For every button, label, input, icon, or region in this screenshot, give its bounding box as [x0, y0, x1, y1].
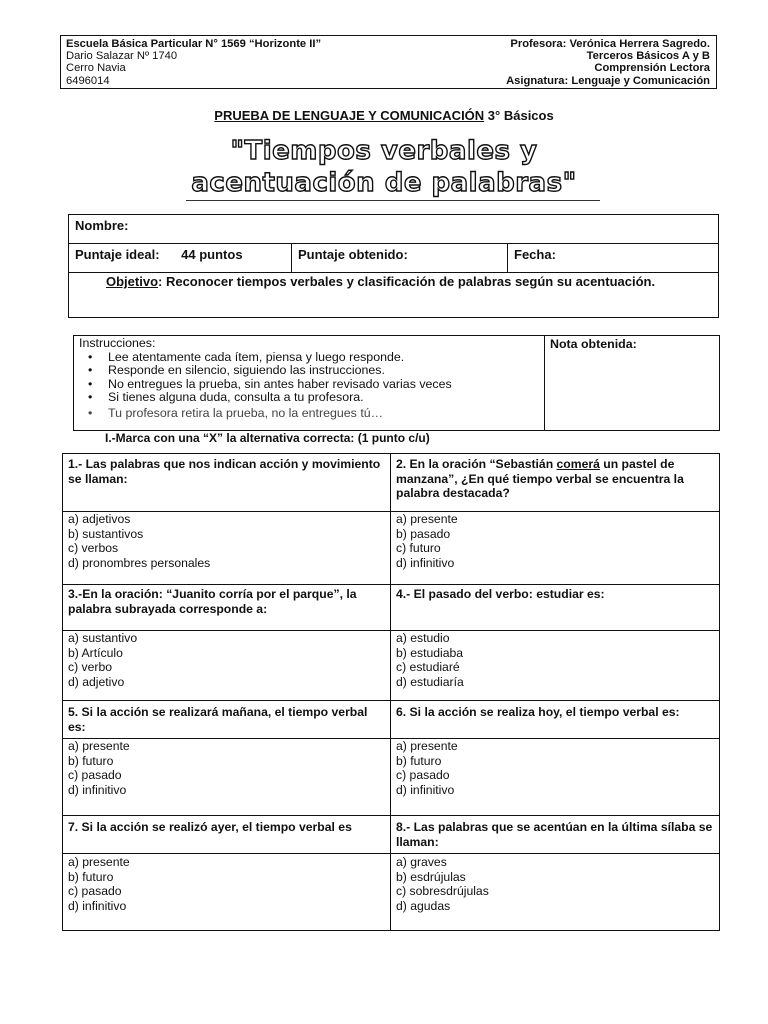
school-address: Dario Salazar Nº 1740 [66, 50, 178, 63]
ideal-score-label: Puntaje ideal: [75, 247, 160, 262]
option[interactable]: a) presente [68, 739, 130, 753]
obtained-score-field[interactable] [291, 244, 507, 273]
name-field[interactable] [69, 215, 718, 244]
instruction-item: • Responde en silencio, siguiendo las instrucciones. [108, 364, 539, 378]
instructions-list [79, 351, 539, 421]
option[interactable]: b) futuro [68, 753, 114, 768]
date-field[interactable] [507, 244, 719, 273]
option[interactable]: d) infinitivo [68, 782, 127, 797]
instruction-item: • Lee atentamente cada ítem, piensa y luego responde. [108, 351, 539, 365]
school-commune: Cerro Navia [66, 62, 126, 75]
question-7: 7. Si la acción se realizó ayer, el tiempo verbal es [68, 820, 352, 834]
obtained-score-label: Puntaje obtenido: [298, 247, 408, 262]
course-groups: Terceros Básicos A y B [586, 50, 710, 63]
exam-subtitle-line-2: acentuación de palabras" [191, 168, 577, 198]
student-info-table [68, 214, 719, 273]
objective-box [68, 272, 719, 318]
option[interactable]: c) verbos [68, 541, 119, 556]
instructions-title: Instrucciones: [79, 336, 156, 350]
school-header [60, 35, 717, 89]
school-phone: 6496014 [66, 74, 110, 87]
option[interactable]: a) presente [396, 739, 458, 753]
course-area: Comprensión Lectora [594, 62, 710, 75]
question-6-options [391, 736, 721, 800]
option[interactable]: d) infinitivo [68, 898, 127, 913]
name-label: Nombre: [75, 218, 129, 233]
question-6: 6. Si la acción se realiza hoy, el tiempo verbal es: [396, 705, 680, 719]
row-divider [63, 700, 719, 701]
option[interactable]: c) futuro [396, 541, 441, 556]
grade-label: Nota obtenida: [550, 337, 637, 351]
question-3: 3.-En la oración: “Juanito corría por el parque”, la palabra subrayada corresponde a: [68, 587, 357, 616]
option[interactable]: d) pronombres personales [68, 555, 211, 570]
instruction-item: • Si tienes alguna duda, consulta a tu profesora. [108, 391, 539, 405]
option[interactable]: c) pasado [68, 768, 122, 783]
question-2-text-end: un pastel de manzana”, ¿En qué tiempo verbal se encuentra la palabra destacada? [396, 457, 684, 501]
title-underline [186, 200, 600, 201]
option[interactable]: b) estudiaba [396, 645, 464, 660]
exam-title-text: PRUEBA DE LENGUAJE Y COMUNICACIÓN [214, 108, 485, 123]
instruction-item: • Tu profesora retira la prueba, no la entregues tú… [108, 407, 539, 421]
school-info [66, 38, 321, 87]
question-1-options [63, 509, 390, 573]
option[interactable]: a) adjetivos [68, 512, 131, 526]
question-5: 5. Si la acción se realizará mañana, el tiempo verbal es: [68, 705, 368, 734]
option[interactable]: a) sustantivo [68, 631, 138, 645]
objective-text: : Reconocer tiempos verbales y clasificación de palabras según su acentuación. [158, 274, 656, 289]
option[interactable]: a) graves [396, 855, 447, 869]
exam-title [0, 108, 768, 123]
question-3-options [63, 628, 390, 692]
option[interactable]: d) adjetivo [68, 674, 125, 689]
question-7-options [63, 852, 390, 916]
section-instructions: I.-Marca con una “X” la alternativa correcta: (1 punto c/u) [105, 431, 430, 445]
course-subject: Asignatura: Lenguaje y Comunicación [506, 74, 710, 87]
question-1: 1.- Las palabras que nos indican acción y movimiento se llaman: [68, 457, 381, 486]
option[interactable]: d) estudiaría [396, 674, 464, 689]
option[interactable]: b) futuro [396, 753, 442, 768]
exam-subtitle-line-1: "Tiempos verbales y [230, 136, 538, 166]
option[interactable]: c) pasado [68, 884, 122, 899]
question-2-highlighted-word: comerá [556, 457, 600, 471]
option[interactable]: b) sustantivos [68, 526, 144, 541]
ideal-score-value: 44 puntos [181, 247, 243, 262]
score-row [69, 244, 718, 273]
row-divider [63, 815, 719, 816]
option[interactable]: b) esdrújulas [396, 869, 466, 884]
option[interactable]: b) Artículo [68, 645, 123, 660]
school-name: Escuela Básica Particular N° 1569 “Horizonte II” [66, 38, 322, 50]
question-2-text-start: 2. En la oración “Sebastián [396, 457, 557, 471]
option[interactable]: a) presente [68, 855, 130, 869]
teacher-name: Profesora: Verónica Herrera Sagredo. [510, 38, 710, 50]
instructions-panel [74, 336, 544, 430]
option[interactable]: b) pasado [396, 526, 451, 541]
option[interactable]: d) agudas [396, 898, 451, 913]
option[interactable]: c) estudiaré [396, 660, 460, 675]
instructions-box [73, 335, 720, 431]
option[interactable]: d) infinitivo [396, 782, 455, 797]
question-4: 4.- El pasado del verbo: estudiar es: [396, 587, 605, 601]
question-8: 8.- Las palabras que se acentúan en la última sílaba se llaman: [396, 820, 713, 849]
instruction-item: • No entregues la prueba, sin antes haber revisado varias veces [108, 378, 539, 392]
option[interactable]: c) pasado [396, 768, 450, 783]
objective-label: Objetivo [106, 274, 159, 289]
question-2 [391, 454, 721, 504]
question-8-options [391, 852, 721, 916]
grade-field[interactable] [544, 336, 719, 430]
option[interactable]: c) sobresdrújulas [396, 884, 489, 899]
question-2-options [391, 509, 721, 573]
option[interactable]: c) verbo [68, 660, 113, 675]
question-4-options [391, 628, 721, 692]
exam-grade: 3° Básicos [484, 108, 554, 123]
option[interactable]: d) infinitivo [396, 555, 455, 570]
question-5-options [63, 736, 390, 800]
date-label: Fecha: [514, 247, 556, 262]
option[interactable]: a) presente [396, 512, 458, 526]
option[interactable]: b) futuro [68, 869, 114, 884]
ideal-score-cell [69, 244, 285, 273]
questions-table [62, 453, 720, 931]
option[interactable]: a) estudio [396, 631, 450, 645]
course-info [506, 38, 710, 87]
